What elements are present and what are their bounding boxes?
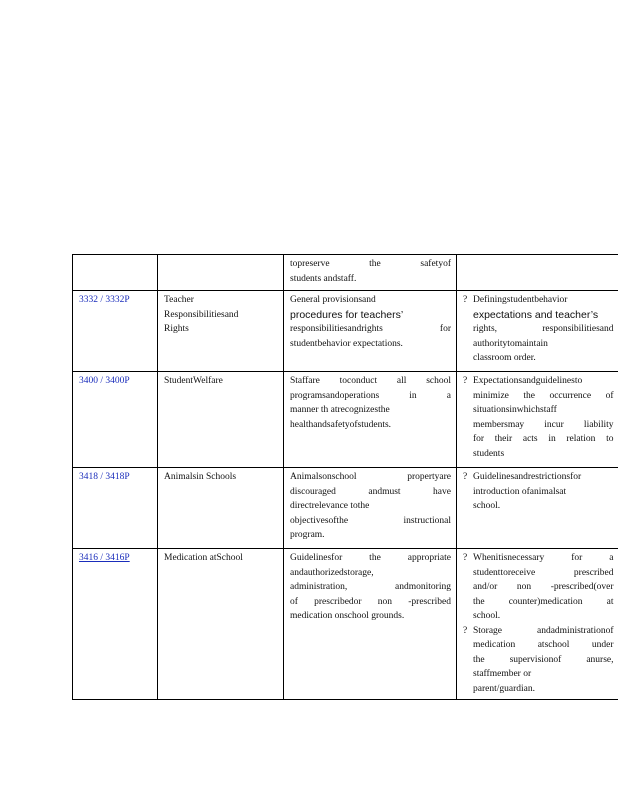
policy-description-cell (284, 372, 457, 468)
description-line: topreserve the safetyof (290, 259, 451, 269)
bullet-item (463, 374, 614, 461)
policy-title-cell (158, 549, 284, 700)
policy-title-cell (158, 468, 284, 549)
table-row (73, 255, 618, 291)
bullet-line: staffmember or (473, 669, 532, 679)
description-line: Guidelinesfor the appropriate (290, 553, 451, 563)
bullet-line: parent/guardian. (473, 683, 535, 694)
bullet-line: authoritytomaintain (473, 338, 548, 349)
bullet-item (463, 470, 614, 514)
bullet-item (463, 624, 614, 697)
bullet-line: situationsinwhichstaff (473, 405, 557, 415)
bullet-line: Definingstudentbehavior (473, 295, 568, 305)
policy-bullets-cell (457, 255, 618, 291)
policy-number-cell (73, 468, 158, 549)
bullet-line: minimize the occurrence of (473, 390, 614, 401)
bullet-line: the supervisionof anurse, (473, 654, 614, 665)
policy-bullets-cell (457, 549, 618, 700)
bullet-line: students (473, 448, 505, 459)
description-line: program. (290, 530, 325, 540)
bullet-marker-icon: ? (463, 625, 468, 636)
bullet-marker-icon: ? (463, 376, 468, 386)
description-line: procedures for teachers’ (290, 308, 404, 321)
bullet-marker-icon: ? (463, 553, 468, 563)
policy-title-line: StudentWelfare (164, 376, 223, 386)
policy-number-cell (73, 372, 158, 468)
policy-bullets-cell (457, 468, 618, 549)
description-line: andauthorizedstorage, (290, 567, 374, 578)
policy-description-cell (284, 549, 457, 700)
description-line: discouraged andmust have (290, 486, 451, 497)
bullet-line: Whenitisnecessary for a (473, 553, 614, 563)
policy-title-line: Animalsin Schools (164, 472, 237, 482)
policy-title-line: Teacher (164, 295, 194, 305)
policy-title-cell (158, 255, 284, 291)
description-line: programsandoperations in a (290, 390, 451, 401)
policy-bullets-cell (457, 291, 618, 372)
description-line: administration, andmonitoring (290, 582, 451, 592)
bullet-marker-icon: ? (463, 472, 468, 482)
bullet-line: introduction ofanimalsat (473, 486, 567, 497)
description-line: Animalsonschool propertyare (290, 472, 451, 482)
description-line: manner th atrecognizesthe (290, 405, 390, 415)
policy-title-cell (158, 291, 284, 372)
policy-table (72, 254, 618, 700)
description-line: Staffare toconduct all school (290, 376, 451, 386)
policy-number-link[interactable] (79, 553, 130, 563)
description-line: directrelevance tothe (290, 501, 370, 511)
table-row (73, 549, 618, 700)
bullet-line: Expectationsandguidelinesto (473, 376, 583, 386)
bullet-marker-icon: ? (463, 295, 468, 305)
bullet-line: for their acts in relation to (473, 434, 614, 444)
bullet-line: membersmay incur liability (473, 419, 614, 430)
policy-title-line: Medication atSchool (164, 553, 243, 563)
policy-number-text[interactable]: 3416 / 3416P (79, 553, 130, 563)
bullet-item (463, 551, 614, 624)
policy-number-link[interactable]: 3418 / 3418P (79, 472, 130, 482)
bullet-line: rights, responsibilitiesand (473, 324, 614, 334)
bullet-line: school. (473, 501, 501, 511)
table-row (73, 291, 618, 372)
policy-description-cell (284, 291, 457, 372)
bullet-line: classroom order. (473, 353, 536, 363)
policy-description-cell (284, 468, 457, 549)
bullet-line: expectations and teacher’s (473, 308, 599, 321)
policy-description-cell (284, 255, 457, 291)
description-line: of prescribedor non -prescribed (290, 596, 451, 607)
bullet-line: studenttoreceive prescribed (473, 567, 614, 578)
policy-number-cell (73, 291, 158, 372)
policy-bullets-cell (457, 372, 618, 468)
policy-number-cell (73, 255, 158, 291)
policy-number-link[interactable]: 3332 / 3332P (79, 295, 130, 305)
policy-title-line: Responsibilitiesand (164, 309, 239, 320)
bullet-line: Guidelinesandrestrictionsfor (473, 472, 582, 482)
description-line: students andstaff. (290, 273, 357, 284)
bullet-line: Storage andadministrationof (473, 625, 614, 636)
bullet-item (463, 293, 614, 366)
description-line: General provisionsand (290, 295, 376, 305)
description-line: healthandsafetyofstudents. (290, 419, 392, 430)
policy-number-cell (73, 549, 158, 700)
table-row (73, 468, 618, 549)
table-row (73, 372, 618, 468)
policy-number-link[interactable]: 3400 / 3400P (79, 376, 130, 386)
bullet-line: the counter)medication at (473, 596, 614, 607)
description-line: studentbehavior expectations. (290, 338, 403, 349)
bullet-line: medication atschool under (473, 640, 614, 650)
description-line: objectivesofthe instructional (290, 515, 451, 526)
policy-title-cell (158, 372, 284, 468)
bullet-line: school. (473, 611, 501, 621)
description-line: medication onschool grounds. (290, 611, 405, 621)
policy-title-line: Rights (164, 324, 189, 334)
bullet-line: and/or non -prescribed(over (473, 582, 614, 592)
description-line: responsibilitiesandrights for (290, 324, 451, 334)
